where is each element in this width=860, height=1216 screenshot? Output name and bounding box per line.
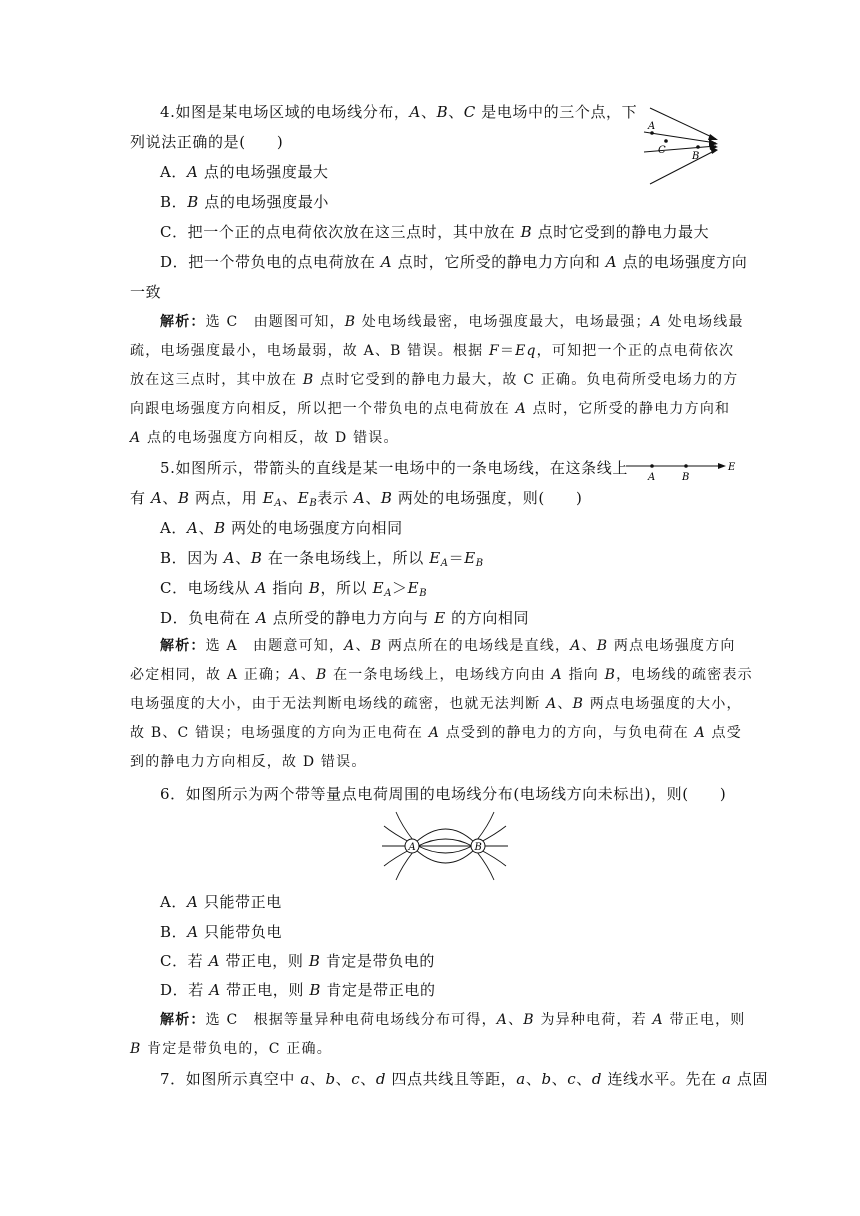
analysis-label: 解析： [160, 1012, 206, 1028]
q5-option-a: A．A、B 两处的电场强度方向相同 [160, 519, 403, 537]
q5-analysis-line3: 电场强度的大小，由于无法判断电场线的疏密，也就无法判断 A、B 两点电场强度的大小， [130, 696, 742, 712]
analysis-label: 解析： [160, 638, 206, 654]
charge-b-label: B [474, 842, 482, 853]
q6-stem: 6．如图所示为两个带等量点电荷周围的电场线分布(电场线方向未标出)，则( ) [160, 785, 727, 803]
q5-stem-line2: 有 A、B 两点，用 $E_A$、$E_B$表示 A、B 两处的电场强度，则( ) [130, 489, 583, 509]
q6-option-a: A．A 只能带正电 [160, 893, 282, 911]
q4-option-c: C．把一个正的点电荷依次放在这三点时，其中放在 B 点时它受到的静电力最大 [160, 223, 710, 241]
q5-analysis-line5: 到的静电力方向相反，故 D 错误。 [130, 754, 367, 770]
field-arrowheads [708, 134, 718, 154]
q4-analysis-line3: 放在这三点时，其中放在 B 点时它受到的静电力最大，故 C 正确。负电荷所受电场力的方 [130, 372, 739, 388]
point-c-label: C [658, 145, 666, 156]
q4-field-line-figure [640, 106, 740, 190]
field-e-label: E [728, 462, 736, 473]
point-b-label: B [682, 472, 690, 483]
q4-option-a: A．A 点的电场强度最大 [160, 163, 329, 181]
field-line [418, 846, 472, 853]
q4-analysis-line5: A 点的电场强度方向相反，故 D 错误。 [130, 430, 399, 446]
q6-option-d: D．若 A 带正电，则 B 肯定是带正电的 [160, 981, 436, 999]
analysis-label: 解析： [160, 314, 206, 330]
q5-analysis-line4: 故 B、C 错误；电场强度的方向为正电荷在 A 点受到的静电力的方向，与负电荷在 A 点受 [130, 725, 742, 741]
point-b-dot [696, 145, 700, 149]
point-b-label: B [692, 151, 700, 162]
q6-option-c: C．若 A 带正电，则 B 肯定是带负电的 [160, 952, 436, 970]
arrowhead [718, 463, 726, 469]
q4-option-b: B．B 点的电场强度最小 [160, 193, 330, 211]
q5-option-c: C．电场线从 A 指向 B，所以 $E_A>E_B$ [160, 579, 428, 599]
point-a-dot [650, 464, 654, 468]
field-line [384, 849, 411, 866]
point-b-dot [684, 464, 688, 468]
field-line [416, 850, 474, 863]
charge-a-label: A [408, 842, 416, 853]
q5-option-b: B．因为 A、B 在一条电场线上，所以 $E_A=E_B$ [160, 549, 484, 569]
field-line [479, 826, 506, 843]
q6-analysis-line2: B 肯定是带负电的，C 正确。 [130, 1041, 332, 1057]
q4-analysis-line4: 向跟电场强度方向相反，所以把一个带负电的点电荷放在 A 点时，它所受的静电力方向和 [130, 401, 731, 417]
field-line [416, 829, 474, 842]
q4-option-d: D．把一个带负电的点电荷放在 A 点时，它所受的静电力方向和 A 点的电场强度方向 [160, 253, 748, 271]
point-c-dot [664, 139, 668, 143]
q5-stem-line1: 5.如图所示，带箭头的直线是某一电场中的一条电场线，在这条线上 [160, 459, 628, 477]
q5-analysis-line2: 必定相同，故 A 正确；A、B 在一条电场线上，电场线方向由 A 指向 B，电场线的疏密表示 [130, 667, 753, 683]
q4-option-d-cont: 一致 [130, 283, 162, 301]
q4-analysis-line1: 解析：选 C 由题图可知，B 处电场线最密，电场强度最大，电场最强；A 处电场线最 [160, 314, 744, 330]
q4-stem-line1: 4.如图是某电场区域的电场线分布，A、B、C 是电场中的三个点，下 [160, 103, 638, 121]
q6-analysis-line1: 解析：选 C 根据等量异种电荷电场线分布可得，A、B 为异种电荷，若 A 带正电，则 [160, 1012, 746, 1028]
q5-analysis-line1: 解析：选 A 由题意可知，A、B 两点所在的电场线是直线，A、B 两点电场强度方向 [160, 638, 736, 654]
field-line [384, 826, 411, 843]
field-line [479, 849, 506, 866]
point-a-label: A [648, 121, 656, 132]
point-a-label: A [648, 472, 656, 483]
q7-stem-line1: 7．如图所示真空中 a、b、c、d 四点共线且等距，a、b、c、d 连线水平。先在 a 点固 [160, 1070, 769, 1088]
q5-field-line-figure [624, 458, 740, 484]
field-line [418, 839, 472, 846]
q4-analysis-line2: 疏，电场强度最小，电场最弱，故 A、B 错误。根据 F＝Eq，可知把一个正的点电荷依次 [130, 343, 735, 359]
q5-option-d: D．负电荷在 A 点所受的静电力方向与 E 的方向相同 [160, 609, 530, 627]
q4-stem-line2: 列说法正确的是( ) [130, 133, 284, 151]
q6-option-b: B．A 只能带负电 [160, 923, 283, 941]
q6-dipole-field-figure [380, 810, 510, 882]
field-line [644, 146, 716, 152]
